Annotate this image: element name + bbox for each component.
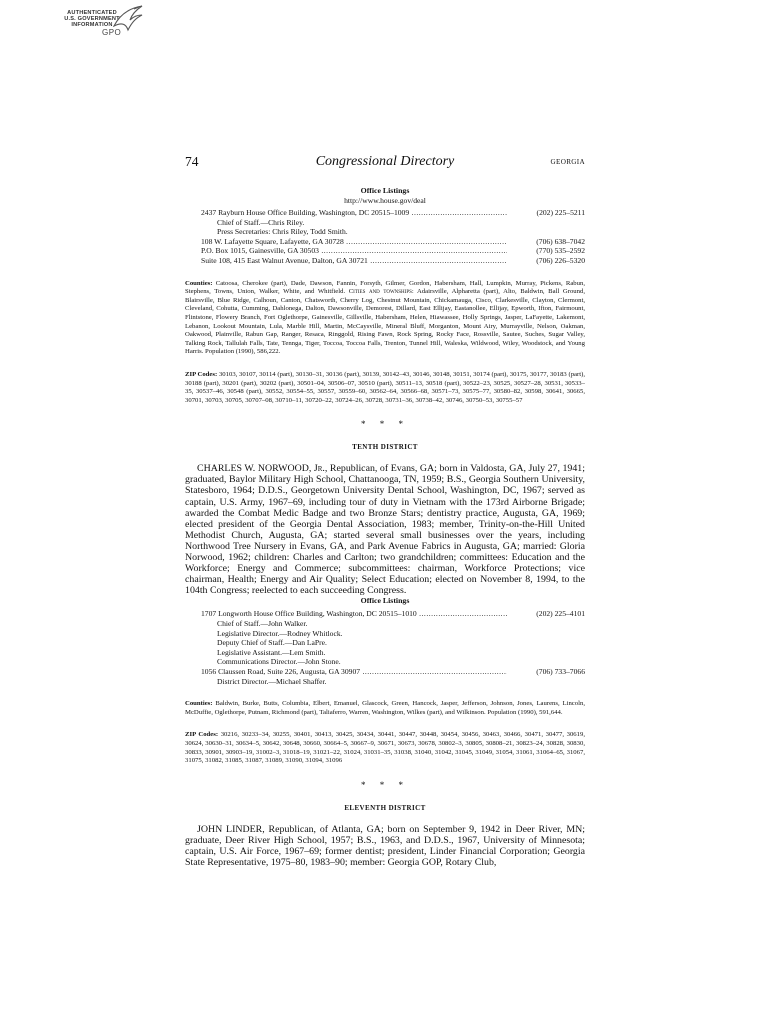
section-separator: * * * [361, 779, 409, 790]
website-link[interactable]: http://www.house.gov/deal [344, 196, 426, 205]
office-phone: (706) 638–7042 [536, 236, 585, 246]
zip-codes-paragraph [185, 731, 585, 765]
office-listing-block [185, 208, 585, 266]
office-listings-heading: Office Listings [360, 596, 410, 606]
staff-line: Legislative Director.—Rodney Whitlock. [217, 628, 343, 638]
zip-codes-text: 30216, 30233–34, 30255, 30401, 30413, 30425, 30434, 30441, 30447, 30448, 30454, 30456, 30463, 30466, 30471, 30477, 30619, 30624, 30630–31, 30634–5, 30642, 30648, 30660, 30664–5, 30667–9, 30671, 30673, 30678, 30802–3, 30805, 30808–21, 30823–24, 30828, 30830, 30833, 30901, 30903–19, 31002–3, 31018–19, 31021–22, 31024, 31031–35, 31038, 31040, 31042, 31045, 31049, 31054, 31061, 31064–65, 31067, 31075, 31082, 31085, 31087, 31089, 31090, 31094, 31096 [185, 731, 586, 765]
staff-line: Legislative Assistant.—Lem Smith. [217, 647, 326, 657]
district-heading: ELEVENTH DISTRICT [344, 803, 426, 812]
office-phone: (706) 733–7066 [536, 666, 585, 676]
office-phone: (706) 226–5320 [536, 255, 585, 265]
office-address: 1056 Claussen Road, Suite 226, Augusta, GA 30907 ..... [201, 667, 507, 677]
office-phone: (202) 225–5211 [536, 208, 585, 217]
logo-line-government: U.S. GOVERNMENT [64, 16, 120, 22]
running-header [185, 154, 585, 170]
logo-line-authenticated: AUTHENTICATED [67, 10, 117, 16]
counties-text: Catoosa, Cherokee (part), Dade, Dawson, Fannin, Forsyth, Gilmer, Gordon, Habersham, Hall, Lumpkin, Murray, Pickens, Rabun, Stephens, Towns, Union, Walker, White, and Whitfield. [185, 279, 586, 296]
zip-codes-label: ZIP Codes: [185, 370, 218, 378]
page-title: Congressional Directory [315, 154, 455, 169]
zip-codes-paragraph [185, 371, 585, 405]
staff-line: Communications Director.—John Stone. [217, 657, 341, 667]
office-row [185, 237, 585, 247]
member-name: CHARLES W. NORWOOD, Jr. [197, 463, 325, 475]
logo-gpo-mark: GPO [102, 28, 122, 37]
office-address: 2437 Rayburn House Office Building, Washington, DC 20515–1009 ..... [201, 208, 507, 218]
office-row [185, 246, 585, 256]
member-biography [185, 463, 585, 596]
office-listings-heading: Office Listings [360, 186, 410, 195]
district-heading: TENTH DISTRICT [352, 443, 418, 452]
office-address: 1707 Longworth House Office Building, Washington, DC 20515–1010 ..... [201, 609, 507, 619]
biography-text: , Republican, of Evans, GA; born in Valdosta, GA, July 27, 1941; graduated, Baylor Military High School, Chattanooga, TN, 1959; B.S., Georgia Southern University, Statesboro, 1964; D.D.S., Georgetown University Dental School, Washington, DC, 1967; served as captain, U.S. Army, 1967–69, including tour of duty in Vietnam with the 173rd Airborne Brigade; awarded the Combat Medic Badge and two Bronze Stars; dentistry practice, Augusta, GA, 1969; elected president of the Georgia Dental Association, 1983; member, Trinity-on-the-Hill United Methodist Church, Augusta, GA; started several small businesses over the years, including Northwood Tree Nursery in Evans, GA, and Park Avenue Fabrics in Augusta, GA; married: Gloria Norwood, 1962; children: Charles and Carlton; two grandchildren; committees: Education and the Workforce; Energy and Commerce; subcommittees: chairman, Workforce Protections; vice chairman, Health; Energy and Air Quality; Select Education; elected on November 8, 1994, to the 104th Congress; reelected to each succeeding Congress. [185, 463, 585, 597]
office-listing-block [185, 609, 585, 686]
directory-page [185, 154, 585, 868]
office-row [185, 256, 585, 266]
office-address: 108 W. Lafayette Square, Lafayette, GA 30728 ..... [201, 237, 507, 247]
staff-line: Deputy Chief of Staff.—Dan LaPre. [217, 638, 327, 648]
staff-line: Press Secretaries: Chris Riley, Todd Smith. [217, 227, 348, 237]
zip-codes-label: ZIP Codes: [185, 731, 219, 739]
counties-text: Baldwin, Burke, Butts, Columbia, Elbert, Emanuel, Glascock, Green, Hancock, Jasper, Jefferson, Johnson, Jones, Laurens, Lincoln, McDuffie, Oglethorpe, Putnam, Richmond (part), Taliaferro, Warren, Washington, Wilkes (part), and Wilkinson. Population (1990), 591,644. [185, 700, 585, 716]
counties-label: Counties: [185, 700, 213, 708]
page-number: 74 [185, 154, 199, 169]
office-phone: (202) 225–4101 [536, 609, 585, 619]
biography-text: , Republican, of Atlanta, GA; born on September 9, 1942 in Deer River, MN; graduate, Deer River High School, 1957; B.S., 1963, and D.D.S., 1967, University of Minnesota; captain, U.S. Air Force, 1967–69; former dentist; president, Linder Financial Corporation; Georgia State Representative, 1975–80, 1983–90; member: Georgia GOP, Rotary Club, [185, 823, 585, 868]
office-address: Suite 108, 415 East Walnut Avenue, Dalton, GA 30721 ..... [201, 256, 507, 266]
staff-line: Chief of Staff.—John Walker. [217, 619, 308, 628]
staff-line: Chief of Staff.—Chris Riley. [217, 217, 305, 227]
office-phone: (770) 535–2592 [536, 246, 585, 256]
gpo-authentication-logo [60, 4, 160, 52]
cities-text: Adairsville, Alpharetta (part), Alto, Baldwin, Ball Ground, Blairsville, Blue Ridge, Calhoun, Canton, Chatsworth, Cherry Log, Chestnut Mountain, Chickamauga, Cisco, Clarkesville, Clayton, Clermont, Cleveland, Cohutta, Cumming, Dahlonega, Dalton, Dawsonville, Demorest, Dillard, East Ellijay, Eastanollee, Ellijay, Epworth, Ifton, Fairmount, Flintstone, Flowery Branch, Fort Oglethorpe, Gainesville, Gillsville, Habersham, Helen, Hiawassee, Holly Springs, Jasper, LaFayette, Lakemont, Lebanon, Lookout Mountain, Lula, Marble Hill, Martin, McCaysville, Mineral Bluff, Morganton, Mount Airy, Murrayville, Nelson, Oakman, Oakwood, Plainville, Rabun Gap, Ranger, Resaca, Ringgold, Rising Fawn, Rock Spring, Rocky Face, Rossville, Sautee, Suches, Sugar Valley, Talking Rock, Tallulah Falls, Tate, Tennga, Tiger, Toccoa, Toccoa Falls, Trenton, Tunnel Hill, Waleska, Wildwood, Wiley, Woodstock, and Young Harris. Population (1990), 586,222. [185, 288, 585, 356]
member-biography [185, 824, 585, 868]
staff-line: District Director.—Michael Shaffer. [217, 676, 327, 686]
office-row [185, 208, 585, 218]
office-row [185, 609, 585, 619]
counties-paragraph [185, 280, 585, 357]
counties-label: Counties: [185, 279, 213, 287]
counties-paragraph [185, 700, 585, 717]
zip-codes-text: 30103, 30107, 30114 (part), 30130–31, 30136 (part), 30139, 30142–43, 30146, 30148, 30151, 30174 (part), 30175, 30177, 30183 (part), 30188 (part), 30201 (part), 30202 (part), 30501–04, 30506–07, 30510 (part), 30511–13, 30518 (part), 30522–23, 30525, 30527–28, 30531, 30533–35, 30537–46, 30548 (part), 30552, 30554–55, 30557, 30559–60, 30562–64, 30566–68, 30571–73, 30575–77, 30580–82, 30598, 30641, 30665, 30701, 30703, 30705, 30707–08, 30710–11, 30720–22, 30724–26, 30728, 30731–36, 30738–42, 30746, 30750–53, 30755–57 [185, 370, 586, 404]
eagle-icon [112, 4, 146, 34]
office-address: P.O. Box 1015, Gainesville, GA 30503 ..... [201, 246, 507, 256]
office-row [185, 667, 585, 677]
section-separator: * * * [361, 419, 409, 430]
logo-line-information: INFORMATION [71, 22, 113, 28]
state-label: GEORGIA [550, 158, 585, 166]
cities-label: Cities and townships: [348, 288, 414, 296]
member-name: JOHN LINDER [197, 823, 263, 835]
